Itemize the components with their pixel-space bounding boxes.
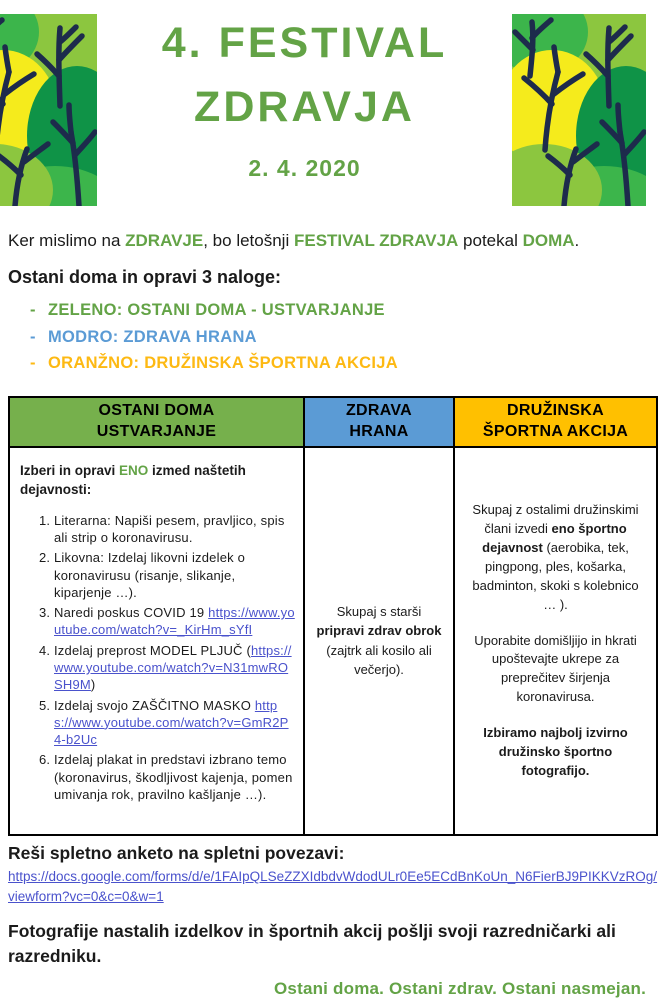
col-header-sportna-akcija-line2: ŠPORTNA AKCIJA — [482, 422, 629, 440]
bullet-oranzno: - ORANŽNO: DRUŽINSKA ŠPORTNA AKCIJA — [30, 353, 667, 374]
task-4-text-after: ) — [90, 677, 96, 693]
tasks-heading: Ostani doma in opravi 3 naloge: — [8, 267, 282, 288]
survey-google-forms-link[interactable]: https://docs.google.com/forms/d/e/1FAIpQLSeZZXIdbdvWdodULr0Ee5ECdBnKoUn_N6FierBJ9PIKKVzROg/viewform?vc=0&c=0&w=1 — [8, 868, 658, 904]
page-title-line1: 4. FESTIVAL — [161, 19, 448, 67]
closing-message: Ostani doma. Ostani zdrav. Ostani nasmejan. — [274, 979, 646, 999]
col-header-sportna-akcija — [454, 397, 657, 447]
intro-text-3: potekal — [458, 231, 523, 250]
sport-paragraph-2: Uporabite domišljijo in hkrati upoštevajte ukrepe za preprečitev širjenja koronavirusa. — [474, 632, 637, 705]
task-4-text: Izdelaj preprost MODEL PLJUČ ( — [54, 642, 251, 658]
highlight-festival-zdravja: FESTIVAL ZDRAVJA — [293, 231, 459, 250]
intro-text-2: , bo letošnji — [203, 231, 294, 250]
sport-p1-text-2: (aerobika, tek, pingpong, ples, košarka, badminton, skoki s kolebnico … ). — [472, 540, 639, 612]
creative-intro-eno: ENO — [119, 462, 149, 478]
col-header-ustvarjanje-line2: USTVARJANJE — [96, 422, 217, 440]
task-color-list — [0, 300, 667, 374]
intro-text-1: Ker mislimo na — [8, 231, 126, 250]
task-4-youtube-link[interactable]: https://www.youtube.com/watch?v=N31mwROSH9M — [54, 642, 292, 693]
bullet-zeleno: - ZELENO: OSTANI DOMA - USTVARJANJE — [30, 300, 667, 321]
event-date: 2. 4. 2020 — [248, 155, 361, 181]
col-header-hrana — [304, 397, 454, 447]
sport-p1-text-1: Skupaj z ostalimi družinskimi člani izvedi — [472, 502, 639, 537]
task-2-text: Likovna: Izdelaj likovni izdelek o koronavirusu (risanje, slikanje, kiparjenje …). — [54, 550, 246, 600]
creative-intro-pre: Izberi in opravi — [20, 462, 120, 478]
task-1-text: Literarna: Napiši pesem, pravljico, spis ali strip o koronavirusu. — [54, 512, 285, 546]
task-6-text: Izdelaj plakat in predstavi izbrano temo (koronavirus, škodljivost kajenja, pomen umivanja rok, pravilno kašljanje …). — [54, 752, 293, 802]
intro-paragraph — [8, 230, 659, 252]
task-3-youtube-link[interactable]: https://www.youtube.com/watch?v=_KirHm_sYfI — [54, 605, 295, 638]
sport-paragraph-1 — [468, 501, 643, 614]
col-header-ustvarjanje — [9, 397, 304, 447]
task-item-2 — [54, 549, 295, 601]
food-text-1: Skupaj s starši — [336, 603, 422, 619]
forest-illustration-left — [0, 14, 97, 206]
photos-note: Fotografije nastalih izdelkov in športnih akcij pošlji svoji razredničarki ali razredniku. — [8, 921, 616, 966]
intro-text-4: . — [574, 231, 580, 250]
food-text-bold: pripravi zdrav obrok — [316, 623, 442, 639]
cell-sportna-akcija — [454, 447, 657, 835]
title-block — [97, 14, 512, 182]
sport-p1-bold: eno športno dejavnost — [482, 521, 627, 556]
cell-ustvarjanje — [9, 447, 304, 835]
page-title-line2: ZDRAVJA — [194, 83, 415, 131]
col-header-sportna-akcija-line1: DRUŽINSKA — [507, 402, 604, 420]
food-text-2: (zajtrk ali kosilo ali večerjo). — [326, 642, 432, 678]
task-item-6 — [54, 751, 295, 803]
survey-heading: Reši spletno anketo na spletni povezavi: — [8, 842, 345, 863]
creative-intro — [20, 462, 295, 500]
creative-task-list — [20, 512, 295, 804]
task-item-4 — [54, 642, 295, 694]
activity-table — [8, 396, 658, 836]
task-5-text: Izdelaj svojo ZAŠČITNO MASKO — [54, 697, 255, 713]
col-header-hrana-line1: ZDRAVA — [345, 402, 413, 420]
highlight-zdravje: ZDRAVJE — [125, 231, 204, 250]
creative-intro-post: izmed naštetih dejavnosti: — [20, 462, 246, 497]
task-3-text: Naredi poskus COVID 19 — [54, 605, 209, 621]
cell-zdrava-hrana — [304, 447, 454, 835]
highlight-doma: DOMA — [522, 231, 575, 250]
col-header-hrana-line2: HRANA — [349, 422, 409, 440]
header — [0, 0, 667, 206]
task-item-5 — [54, 697, 295, 749]
task-5-youtube-link[interactable]: https://www.youtube.com/watch?v=GmR2P4-b2Uc — [54, 697, 289, 748]
sport-paragraph-3: Izbiramo najbolj izvirno družinsko športno fotografijo. — [483, 724, 628, 778]
task-item-1 — [54, 512, 295, 547]
task-item-3 — [54, 604, 295, 639]
col-header-ustvarjanje-line1: OSTANI DOMA — [98, 402, 215, 420]
forest-illustration-right — [512, 14, 646, 206]
bullet-modro: - MODRO: ZDRAVA HRANA — [30, 327, 667, 348]
